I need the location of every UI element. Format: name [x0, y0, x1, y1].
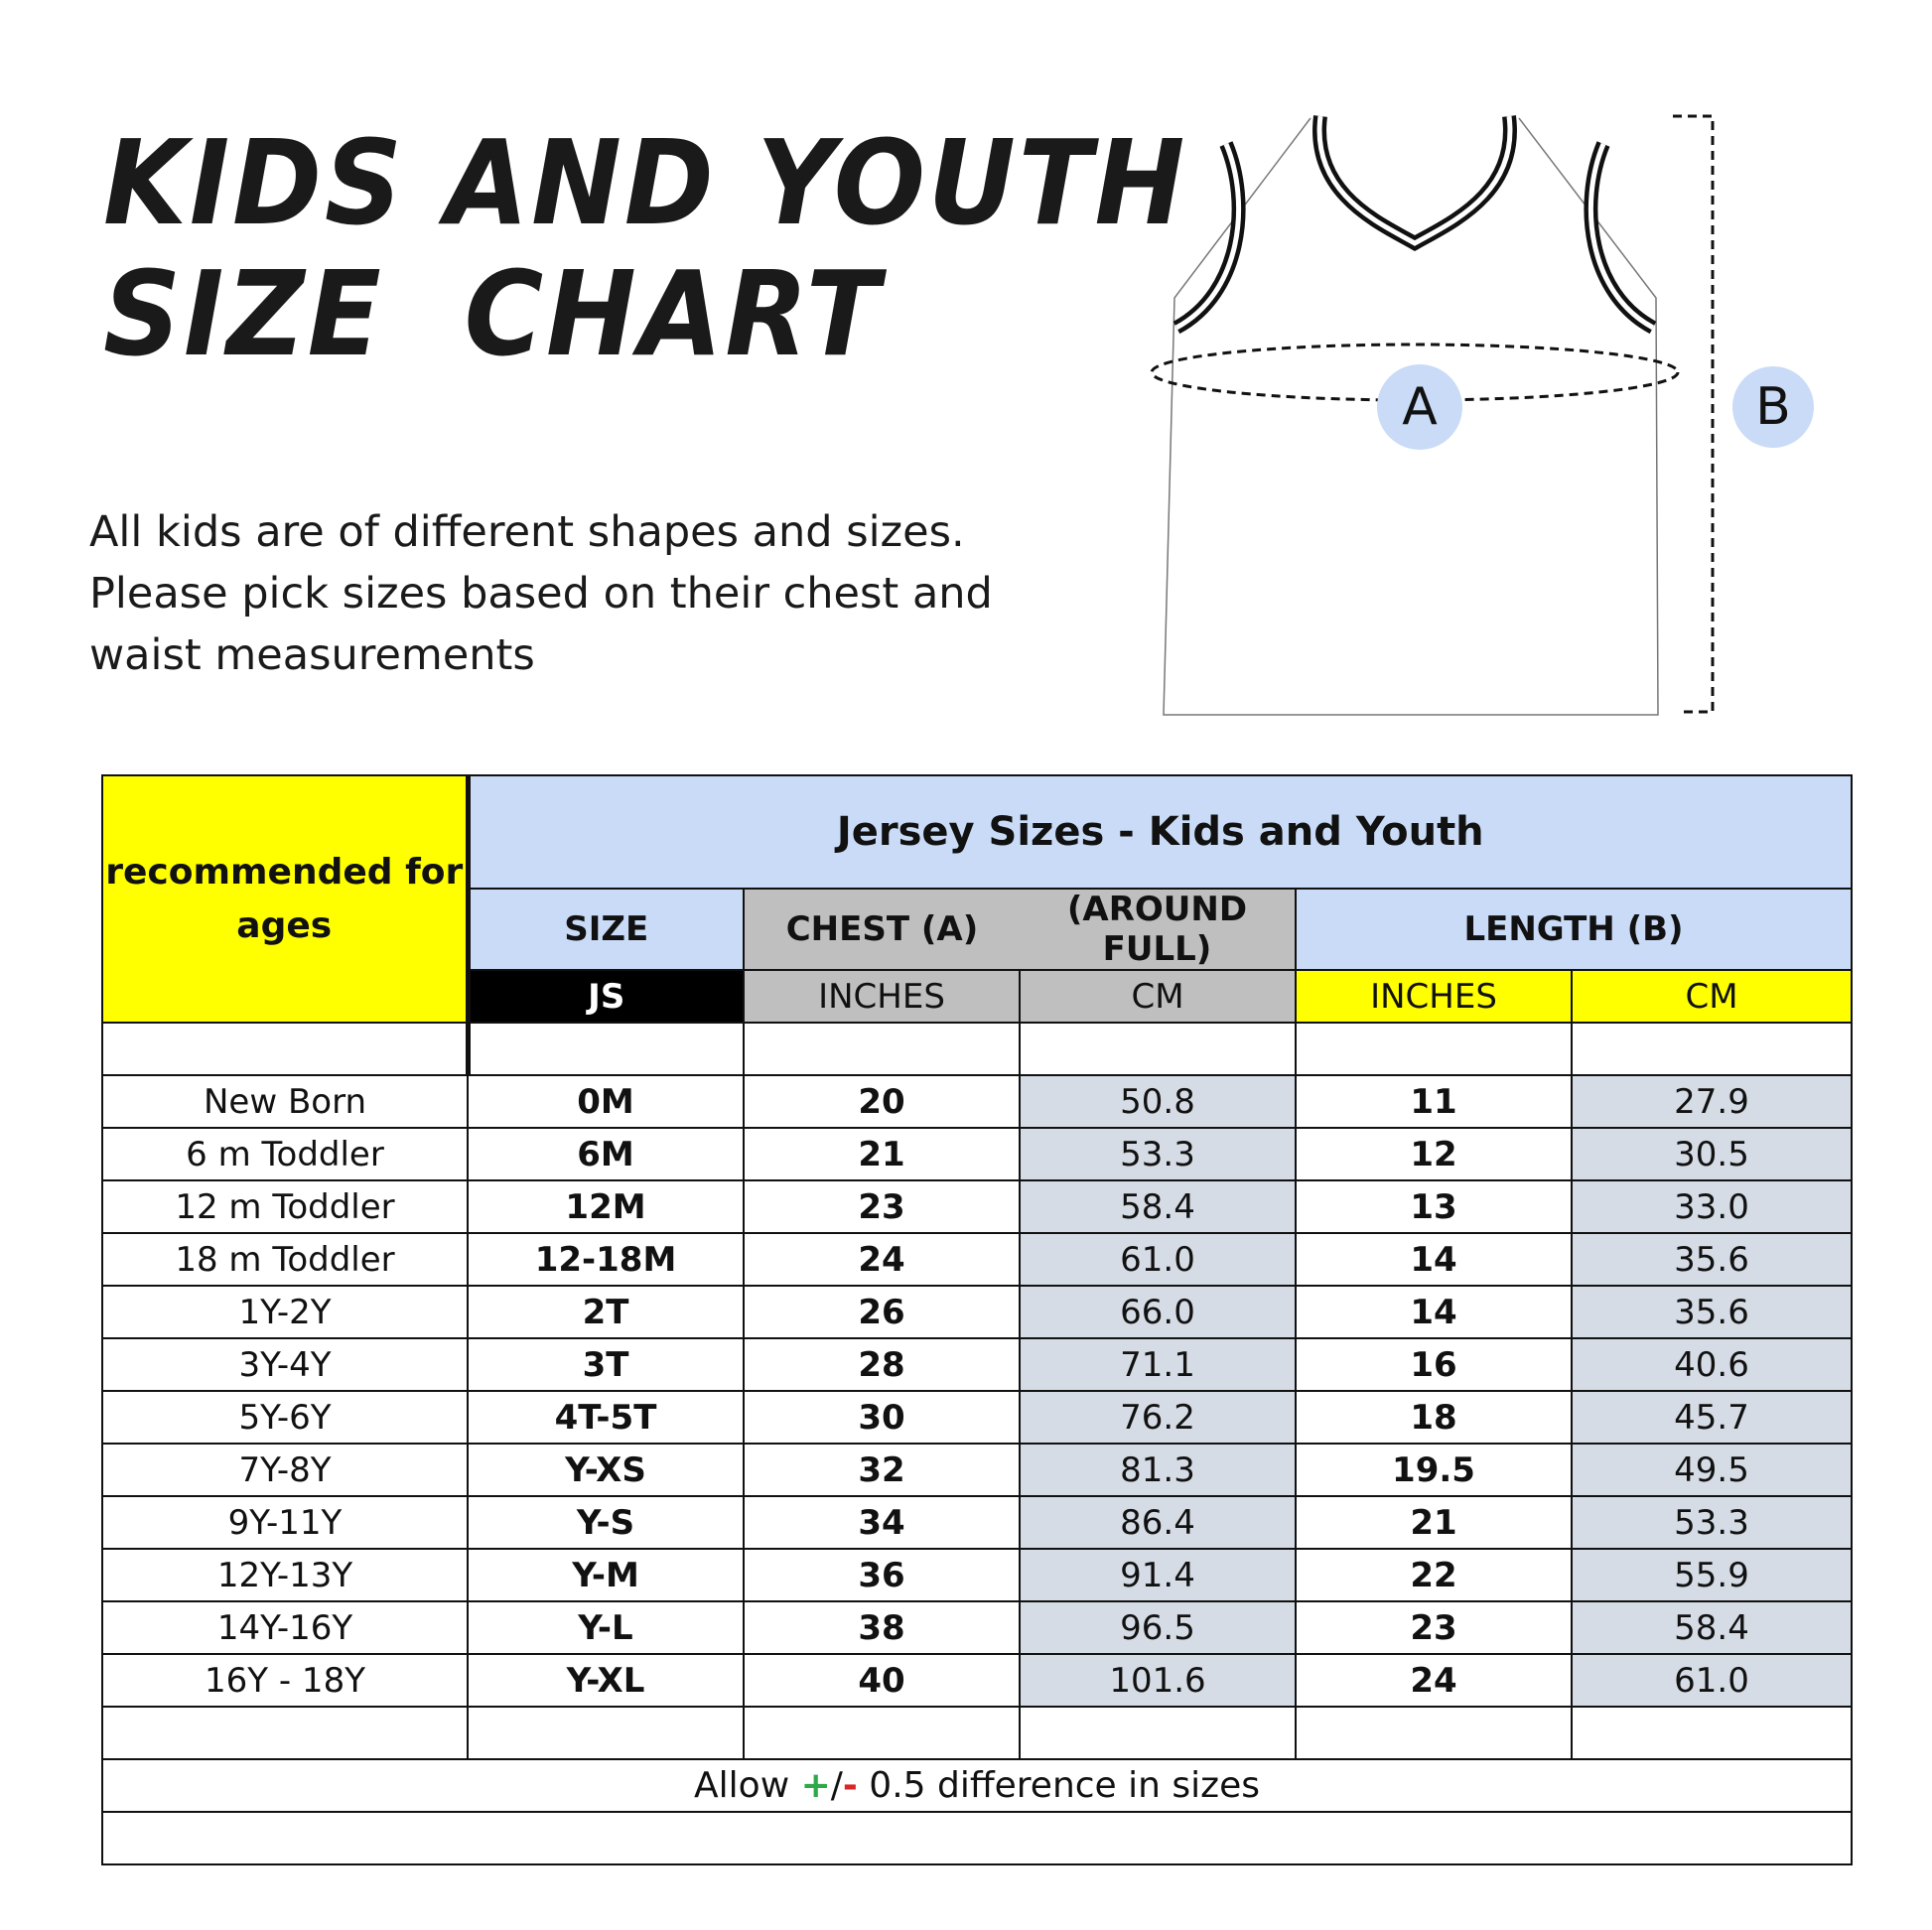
chest-cm-cell: 81.3: [1020, 1444, 1296, 1496]
chest-inches-header: INCHES: [744, 970, 1020, 1023]
age-cell: 7Y-8Y: [102, 1444, 468, 1496]
js-unit-header: JS: [468, 970, 744, 1023]
page-title: [103, 114, 1188, 382]
age-cell: 3Y-4Y: [102, 1338, 468, 1391]
size-cell: 2T: [468, 1286, 744, 1338]
around-full-header: (AROUND FULL): [1020, 889, 1296, 970]
spacer-row: [102, 1812, 1852, 1864]
age-cell: 16Y - 18Y: [102, 1654, 468, 1707]
length-cm-cell: 33.0: [1572, 1180, 1852, 1233]
note-row: [102, 1759, 1852, 1812]
length-cm-cell: 35.6: [1572, 1233, 1852, 1286]
chest-inches-cell: 30: [744, 1391, 1020, 1444]
chest-cm-cell: 101.6: [1020, 1654, 1296, 1707]
length-inches-cell: 11: [1296, 1075, 1572, 1128]
age-cell: 18 m Toddler: [102, 1233, 468, 1286]
marker-a-label: A: [1402, 377, 1438, 437]
intro-line-2: Please pick sizes based on their chest and: [89, 569, 993, 619]
size-cell: 0M: [468, 1075, 744, 1128]
intro-line-3: waist measurements: [89, 630, 535, 680]
spacer-row: [102, 1707, 1852, 1759]
table-row: [102, 1496, 1852, 1549]
length-cm-cell: 30.5: [1572, 1128, 1852, 1180]
length-cm-cell: 55.9: [1572, 1549, 1852, 1601]
length-inches-cell: 13: [1296, 1180, 1572, 1233]
chest-cm-cell: 76.2: [1020, 1391, 1296, 1444]
table-row: [102, 1180, 1852, 1233]
chest-cm-cell: 53.3: [1020, 1128, 1296, 1180]
length-inches-header: INCHES: [1296, 970, 1572, 1023]
size-cell: Y-XL: [468, 1654, 744, 1707]
spacer-row: [102, 1023, 1852, 1075]
size-cell: Y-M: [468, 1549, 744, 1601]
v-neck-trim-inner: [1319, 116, 1510, 243]
age-cell: 9Y-11Y: [102, 1496, 468, 1549]
chest-cm-cell: 66.0: [1020, 1286, 1296, 1338]
size-cell: 12M: [468, 1180, 744, 1233]
table-row: [102, 1128, 1852, 1180]
age-cell: New Born: [102, 1075, 468, 1128]
jersey-sizes-header: Jersey Sizes - Kids and Youth: [468, 775, 1852, 889]
jersey-diagram: [1132, 104, 1827, 720]
length-cm-header: CM: [1572, 970, 1852, 1023]
length-inches-cell: 14: [1296, 1233, 1572, 1286]
table-row: [102, 1654, 1852, 1707]
size-tolerance-note: Allow +/- 0.5 difference in sizes: [102, 1759, 1852, 1812]
length-inches-cell: 19.5: [1296, 1444, 1572, 1496]
chest-inches-cell: 26: [744, 1286, 1020, 1338]
chest-inches-cell: 24: [744, 1233, 1020, 1286]
age-cell: 5Y-6Y: [102, 1391, 468, 1444]
length-inches-cell: 22: [1296, 1549, 1572, 1601]
chest-inches-cell: 38: [744, 1601, 1020, 1654]
chest-inches-cell: 21: [744, 1128, 1020, 1180]
table-row: [102, 1444, 1852, 1496]
ages-header-text: recommended for ages: [105, 851, 464, 946]
chest-inches-cell: 23: [744, 1180, 1020, 1233]
size-cell: Y-L: [468, 1601, 744, 1654]
age-cell: 12Y-13Y: [102, 1549, 468, 1601]
length-cm-cell: 40.6: [1572, 1338, 1852, 1391]
age-cell: 14Y-16Y: [102, 1601, 468, 1654]
length-cm-cell: 27.9: [1572, 1075, 1852, 1128]
size-chart-table: [101, 774, 1853, 1865]
size-cell: Y-S: [468, 1496, 744, 1549]
table-row: [102, 1338, 1852, 1391]
table-row: [102, 1233, 1852, 1286]
chest-inches-cell: 28: [744, 1338, 1020, 1391]
table-row: [102, 1601, 1852, 1654]
table-row: [102, 1391, 1852, 1444]
length-cm-cell: 35.6: [1572, 1286, 1852, 1338]
length-cm-cell: 53.3: [1572, 1496, 1852, 1549]
v-neck-trim: [1319, 116, 1510, 243]
chest-inches-cell: 36: [744, 1549, 1020, 1601]
chest-inches-cell: 40: [744, 1654, 1020, 1707]
length-inches-cell: 14: [1296, 1286, 1572, 1338]
chest-cm-cell: 91.4: [1020, 1549, 1296, 1601]
title-line-2: SIZE CHART: [103, 245, 883, 382]
chest-cm-cell: 50.8: [1020, 1075, 1296, 1128]
length-inches-cell: 16: [1296, 1338, 1572, 1391]
chest-inches-cell: 34: [744, 1496, 1020, 1549]
age-cell: 12 m Toddler: [102, 1180, 468, 1233]
size-cell: Y-XS: [468, 1444, 744, 1496]
table-row: [102, 1549, 1852, 1601]
table-row: [102, 1075, 1852, 1128]
size-cell: 12-18M: [468, 1233, 744, 1286]
intro-line-1: All kids are of different shapes and sizes.: [89, 507, 965, 557]
chest-cm-cell: 86.4: [1020, 1496, 1296, 1549]
table-row: [102, 1286, 1852, 1338]
length-cm-cell: 58.4: [1572, 1601, 1852, 1654]
length-column-header: LENGTH (B): [1296, 889, 1852, 970]
chest-cm-header: CM: [1020, 970, 1296, 1023]
length-inches-cell: 18: [1296, 1391, 1572, 1444]
intro-text: [89, 501, 1062, 686]
chest-inches-cell: 20: [744, 1075, 1020, 1128]
age-cell: 6 m Toddler: [102, 1128, 468, 1180]
age-cell: 1Y-2Y: [102, 1286, 468, 1338]
chest-inches-cell: 32: [744, 1444, 1020, 1496]
length-cm-cell: 61.0: [1572, 1654, 1852, 1707]
length-inches-cell: 21: [1296, 1496, 1572, 1549]
title-line-1: KIDS AND YOUTH: [103, 114, 1188, 251]
chest-cm-cell: 96.5: [1020, 1601, 1296, 1654]
length-inches-cell: 12: [1296, 1128, 1572, 1180]
size-column-header: SIZE: [468, 889, 744, 970]
chest-column-header: CHEST (A): [744, 889, 1020, 970]
chest-cm-cell: 58.4: [1020, 1180, 1296, 1233]
length-measure-line: [1673, 116, 1713, 712]
length-inches-cell: 23: [1296, 1601, 1572, 1654]
length-cm-cell: 45.7: [1572, 1391, 1852, 1444]
size-rows: [102, 1075, 1852, 1707]
ages-header: [102, 775, 468, 1023]
chest-cm-cell: 71.1: [1020, 1338, 1296, 1391]
size-cell: 3T: [468, 1338, 744, 1391]
plus-sign: +: [800, 1765, 831, 1806]
marker-b-label: B: [1755, 377, 1791, 437]
size-cell: 6M: [468, 1128, 744, 1180]
length-inches-cell: 24: [1296, 1654, 1572, 1707]
size-cell: 4T-5T: [468, 1391, 744, 1444]
minus-sign: -: [842, 1765, 858, 1806]
length-cm-cell: 49.5: [1572, 1444, 1852, 1496]
chest-cm-cell: 61.0: [1020, 1233, 1296, 1286]
